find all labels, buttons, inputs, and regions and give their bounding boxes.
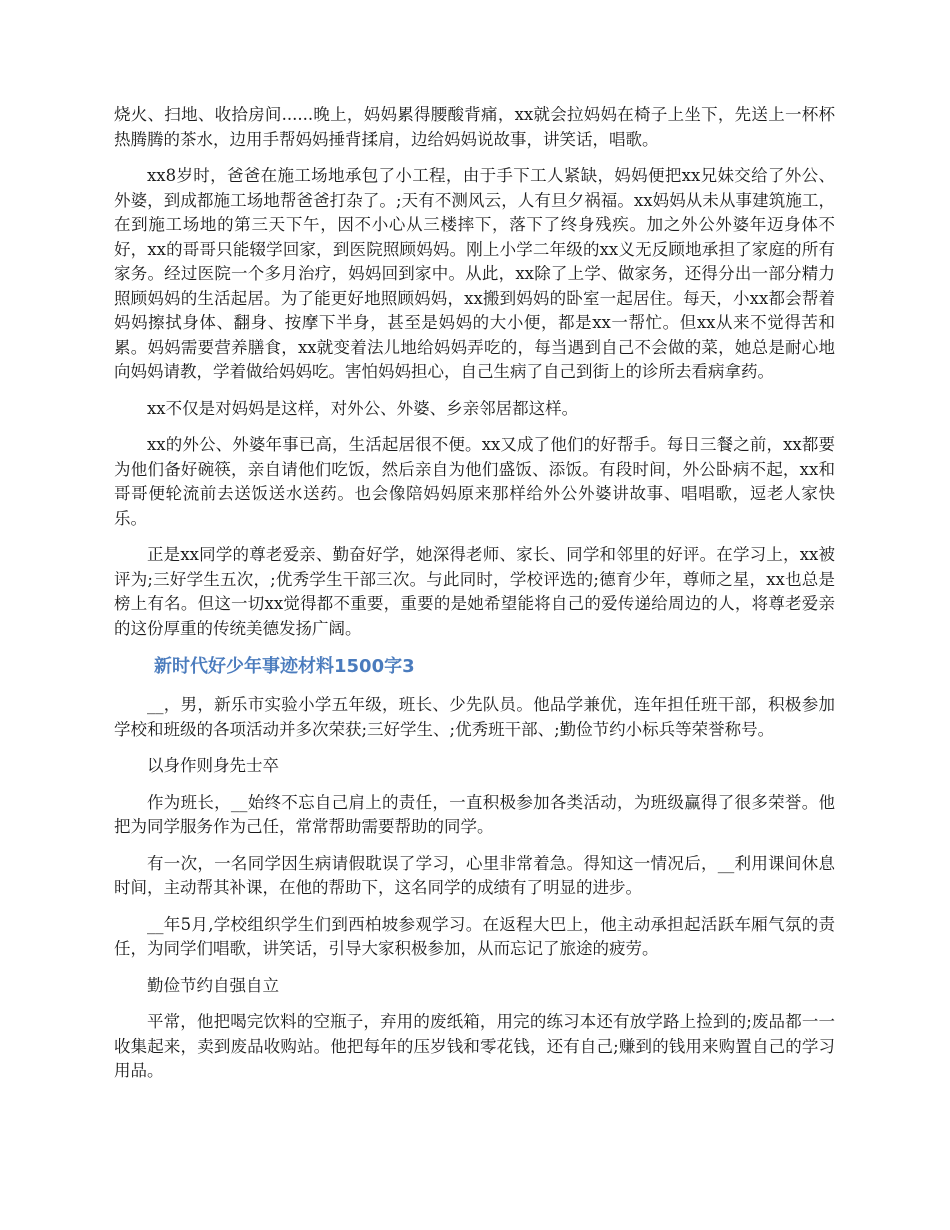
paragraph-6: __，男，新乐市实验小学五年级，班长、少先队员。他品学兼优，连年担任班干部，积极参加学校和班级的各项活动并多次荣获;三好学生、;优秀班干部、;勤俭节约小标兵等荣誉称号。: [114, 695, 835, 739]
paragraph-3: xx不仅是对妈妈是这样，对外公、外婆、乡亲邻居都这样。: [147, 398, 579, 418]
paragraph-10: 平常，他把喝完饮料的空瓶子，弃用的废纸箱，用完的练习本还有放学路上捡到的;废品都一一收集起来，卖到废品收购站。他把每年的压岁钱和零花钱，还有自己;赚到的钱用来购置自己的学习用品。: [114, 1012, 835, 1080]
section-heading: 新时代好少年事迹材料1500字3: [154, 656, 415, 677]
subheading-frugal-self-reliant: 勤俭节约自强自立: [147, 975, 279, 995]
paragraph-8: 有一次，一名同学因生病请假耽误了学习，心里非常着急。得知这一情况后，__利用课间休息时间，主动帮其补课，在他的帮助下，这名同学的成绩有了明显的进步。: [114, 853, 835, 897]
subheading-lead-by-example: 以身作则身先士卒: [147, 756, 279, 775]
paragraph-1: 烧火、扫地、收拾房间......晚上，妈妈累得腰酸背痛，xx就会拉妈妈在椅子上坐下，先送上一杯杯热腾腾的茶水，边用手帮妈妈捶背揉肩，边给妈妈说故事，讲笑话，唱歌。: [114, 105, 835, 149]
paragraph-5: 正是xx同学的尊老爱亲、勤奋好学，她深得老师、家长、同学和邻里的好评。在学习上，xx被评为;三好学生五次，;优秀学生干部三次。与此同时，学校评选的;德育少年，尊师之星，xx也总是榜上有名。但这一切xx觉得都不重要，重要的是她希望能将自己的爱传递给周边的人，将尊老爱亲的这份厚重的传统美德发扬广阔。: [114, 545, 835, 638]
paragraph-7: 作为班长，__始终不忘自己肩上的责任，一直积极参加各类活动，为班级赢得了很多荣誉。他把为同学服务作为己任，常常帮助需要帮助的同学。: [114, 792, 835, 836]
paragraph-2: xx8岁时，爸爸在施工场地承包了小工程，由于手下工人紧缺，妈妈便把xx兄妹交给了外公、外婆，到成都施工场地帮爸爸打杂了。;天有不测风云，人有旦夕祸福。xx妈妈从未从事建筑施工，在到施工场地的第三天下午，因不小心从三楼摔下，落下了终身残疾。加之外公外婆年迈身体不好，xx的哥哥只能辍学回家，到医院照顾妈妈。刚上小学二年级的xx义无反顾地承担了家庭的所有家务。经过医院一个多月治疗，妈妈回到家中。从此，xx除了上学、做家务，还得分出一部分精力照顾妈妈的生活起居。为了能更好地照顾妈妈，xx搬到妈妈的卧室一起居住。每天，小xx都会帮着妈妈擦拭身体、翻身、按摩下半身，甚至是妈妈的大小便，都是xx一帮忙。但xx从来不觉得苦和累。妈妈需要营养膳食，xx就变着法儿地给妈妈弄吃的，每当遇到自己不会做的菜，她总是耐心地向妈妈请教，学着做给妈妈吃。害怕妈妈担心，自己生病了自己到街上的诊所去看病拿药。: [114, 166, 835, 381]
paragraph-9: __年5月,学校组织学生们到西柏坡参观学习。在返程大巴上，他主动承担起活跃车厢气氛的责任，为同学们唱歌，讲笑话，引导大家积极参加，从而忘记了旅途的疲劳。: [114, 914, 835, 958]
document-page: [114, 103, 835, 1096]
paragraph-4: xx的外公、外婆年事已高，生活起居很不便。xx又成了他们的好帮手。每日三餐之前，xx都要为他们备好碗筷，亲自请他们吃饭，然后亲自为他们盛饭、添饭。有段时间，外公卧病不起，xx和哥哥便轮流前去送饭送水送药。也会像陪妈妈原来那样给外公外婆讲故事、唱唱歌，逗老人家快乐。: [114, 435, 835, 528]
